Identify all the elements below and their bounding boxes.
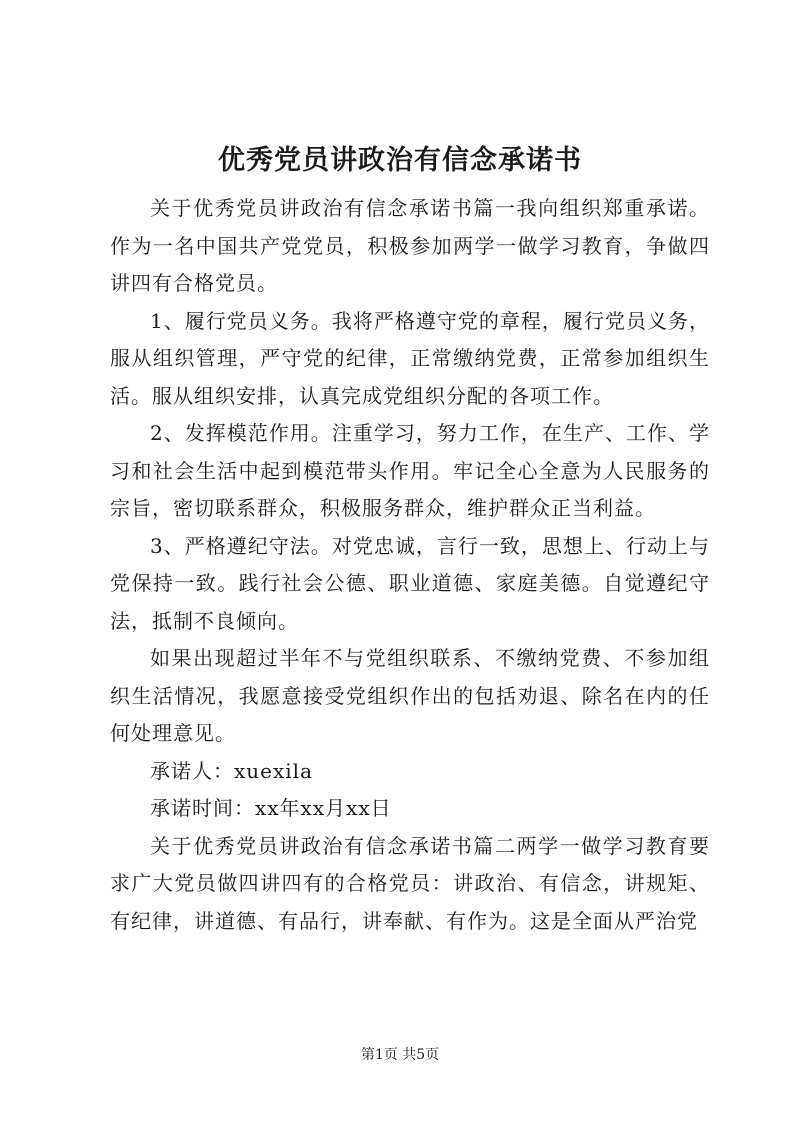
paragraph-item-2: 2、发挥模范作用。注重学习，努力工作，在生产、工作、学习和社会生活中起到模范带头作用。牢记全心全意为人民服务的宗旨，密切联系群众，积极服务群众，维护群众正当利益。 (110, 421, 710, 520)
paragraph-consequence: 如果出现超过半年不与党组织联系、不缴纳党费、不参加组织生活情况，我愿意接受党组织作出的包括劝退、除名在内的任何处理意见。 (110, 646, 710, 745)
paragraph-intro: 关于优秀党员讲政治有信念承诺书篇一我向组织郑重承诺。作为一名中国共产党党员，积极参加两学一做学习教育，争做四讲四有合格党员。 (110, 196, 710, 295)
document-body (110, 190, 710, 940)
promise-date-line: 承诺时间：xx年xx月xx日 (150, 796, 392, 820)
document-title: 优秀党员讲政治有信念承诺书 (218, 145, 582, 176)
paragraph-article-two: 关于优秀党员讲政治有信念承诺书篇二两学一做学习教育要求广大党员做四讲四有的合格党员：讲政治、有信念，讲规矩、有纪律，讲道德、有品行，讲奉献、有作为。这是全面从严治党 (110, 833, 710, 933)
page-number-footer: 第1页 共5页 (360, 1047, 440, 1063)
paragraph-item-3: 3、严格遵纪守法。对党忠诚，言行一致，思想上、行动上与党保持一致。践行社会公德、职业道德、家庭美德。自觉遵纪守法，抵制不良倾向。 (110, 533, 710, 633)
promisor-line: 承诺人：xuexila (150, 758, 313, 783)
paragraph-item-1: 1、履行党员义务。我将严格遵守党的章程，履行党员义务，服从组织管理，严守党的纪律，正常缴纳党费，正常参加组织生活。服从组织安排，认真完成党组织分配的各项工作。 (110, 308, 710, 408)
